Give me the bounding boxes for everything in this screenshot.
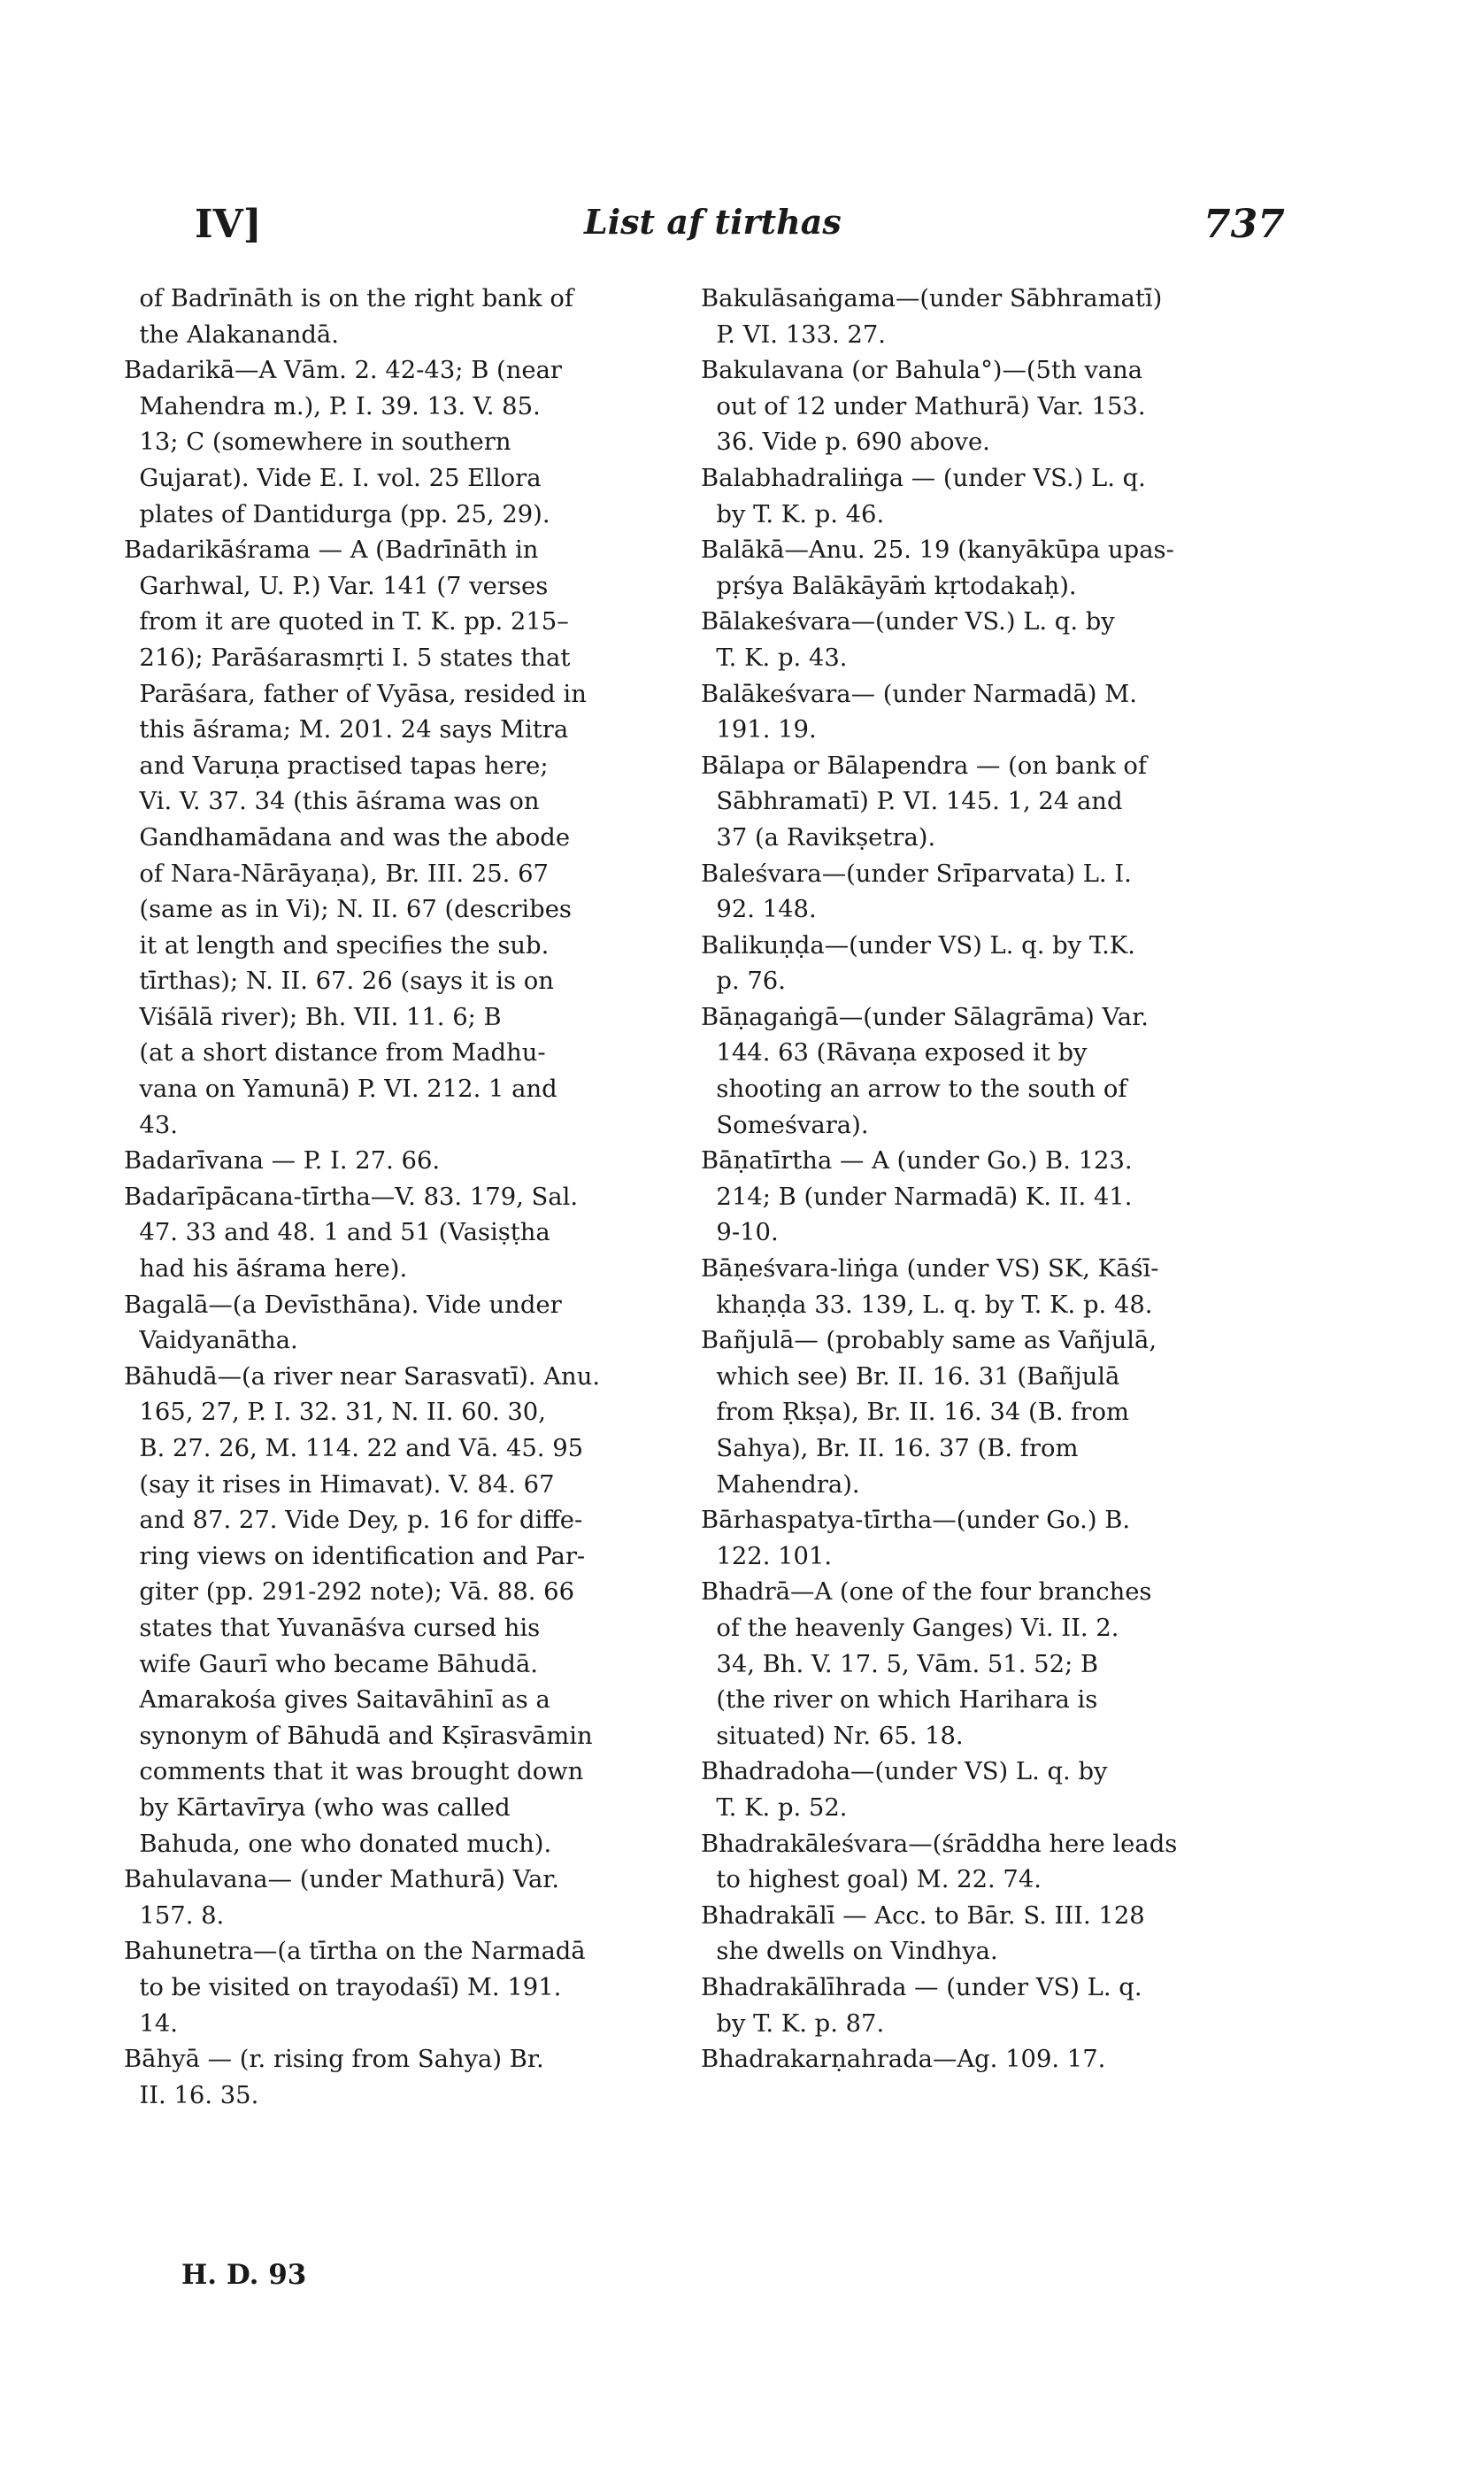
text-line: khaṇḍa 33. 139, L. q. by T. K. p. 48.: [701, 1291, 1153, 1319]
text-line: Bakulavana (or Bahula°)—(5th vana: [701, 357, 1143, 385]
text-line: the Alakanandā.: [124, 320, 339, 349]
text-line: 144. 63 (Rāvaṇa exposed it by: [701, 1039, 1088, 1068]
text-line: by T. K. p. 46.: [701, 500, 885, 528]
text-line: Bhadradoha—(under VS) L. q. by: [701, 1758, 1108, 1786]
text-line: Bakulāsaṅgama—(under Sābhramatī): [701, 285, 1163, 312]
text-line: it at length and specifies the sub.: [124, 931, 550, 960]
text-line: Balākeśvara— (under Narmadā) M.: [701, 680, 1137, 708]
text-line: wife Gaurī who became Bāhudā.: [124, 1650, 538, 1678]
text-line: Bahunetra—(a tīrtha on the Narmadā: [124, 1938, 586, 1966]
text-line: 9-10.: [701, 1219, 779, 1247]
text-line: plates of Dantidurga (pp. 25, 29).: [124, 500, 550, 528]
text-line: from Ṛkṣa), Br. II. 16. 34 (B. from: [701, 1399, 1129, 1427]
text-line: P. VI. 133. 27.: [701, 320, 886, 349]
text-line: ring views on identification and Par-: [124, 1542, 586, 1570]
text-line: to be visited on trayodaśī) M. 191.: [124, 1973, 562, 2001]
text-line: 13; C (somewhere in southern: [124, 428, 511, 457]
text-line: Parāśara, father of Vyāsa, resided in: [124, 680, 587, 708]
text-line: Badarīvana — P. I. 27. 66.: [124, 1147, 441, 1176]
text-line: Badarīpācana-tīrtha—V. 83. 179, Sal.: [124, 1183, 579, 1211]
text-line: Bañjulā— (probably same as Vañjulā,: [701, 1327, 1157, 1355]
text-line: to highest goal) M. 22. 74.: [701, 1866, 1042, 1894]
text-line: 47. 33 and 48. 1 and 51 (Vasiṣṭha: [124, 1219, 550, 1247]
text-line: Bhadrakālī — Acc. to Bār. S. III. 128: [701, 1901, 1145, 1930]
section-marker: IV]: [195, 202, 262, 247]
text-line: Bālakeśvara—(under VS.) L. q. by: [701, 608, 1115, 636]
text-line: Gandhamādana and was the abode: [124, 823, 571, 852]
text-line: Bhadrakālīhrada — (under VS) L. q.: [701, 1973, 1142, 2001]
text-line: Garhwal, U. P.) Var. 141 (7 verses: [124, 572, 549, 600]
text-line: Vi. V. 37. 34 (this āśrama was on: [124, 788, 540, 816]
text-line: Bāṇagaṅgā—(under Sālagrāma) Var.: [701, 1003, 1149, 1031]
text-line: had his āśrama here).: [124, 1255, 408, 1284]
text-line: vana on Yamunā) P. VI. 212. 1 and: [124, 1075, 557, 1104]
text-line: Mahendra).: [701, 1470, 860, 1499]
text-line: Badarikā—A Vām. 2. 42-43; B (near: [124, 357, 563, 385]
text-line: (at a short distance from Madhu-: [124, 1039, 546, 1068]
text-line: 214; B (under Narmadā) K. II. 41.: [701, 1183, 1133, 1211]
text-line: Bālapa or Bālapendra — (on bank of: [701, 752, 1148, 780]
text-line: 36. Vide p. 690 above.: [701, 428, 990, 457]
text-line: Bahuda, one who donated much).: [124, 1830, 552, 1858]
text-line: situated) Nr. 65. 18.: [701, 1722, 964, 1750]
text-line: of the heavenly Ganges) Vi. II. 2.: [701, 1614, 1119, 1642]
text-line: Amarakośa gives Saitavāhinī as a: [124, 1686, 550, 1715]
text-line: Bhadrakāleśvara—(śrāddha here leads: [701, 1830, 1178, 1858]
text-line: Bhadrakarṇahrada—Ag. 109. 17.: [701, 2046, 1106, 2074]
text-line: synonym of Bāhudā and Kṣīrasvāmin: [124, 1722, 593, 1750]
text-line: this āśrama; M. 201. 24 says Mitra: [124, 716, 569, 744]
text-line: out of 12 under Mathurā) Var. 153.: [701, 392, 1146, 420]
text-line: (the river on which Harihara is: [701, 1686, 1098, 1715]
text-line: T. K. p. 52.: [701, 1793, 848, 1822]
text-line: 14.: [124, 2009, 178, 2038]
text-line: by T. K. p. 87.: [701, 2009, 885, 2038]
text-line: 37 (a Ravikṣetra).: [701, 823, 936, 852]
right-column: [701, 281, 1267, 2078]
text-line: Badarikāśrama — A (Badrīnāth in: [124, 536, 539, 565]
text-line: 92. 148.: [701, 896, 817, 924]
text-line: 34, Bh. V. 17. 5, Vām. 51. 52; B: [701, 1650, 1099, 1678]
text-line: pṛśya Balākāyāṁ kṛtodakaḥ).: [701, 572, 1077, 600]
text-line: 216); Parāśarasmṛti I. 5 states that: [124, 644, 571, 672]
text-line: B. 27. 26, M. 114. 22 and Vā. 45. 95: [124, 1435, 584, 1462]
text-line: which see) Br. II. 16. 31 (Bañjulā: [701, 1362, 1120, 1391]
text-line: II. 16. 35.: [124, 2081, 259, 2109]
page-number: 737: [1203, 202, 1285, 247]
text-line: Sābhramatī) P. VI. 145. 1, 24 and: [701, 788, 1123, 816]
text-line: Balākā—Anu. 25. 19 (kanyākūpa upas-: [701, 536, 1174, 565]
text-line: Bāhudā—(a river near Sarasvatī). Anu.: [124, 1362, 601, 1391]
text-line: she dwells on Vindhya.: [701, 1938, 998, 1966]
text-line: (same as in Vi); N. II. 67 (describes: [124, 896, 572, 924]
left-column: [124, 281, 690, 2114]
text-line: states that Yuvanāśva cursed his: [124, 1614, 541, 1642]
text-line: Bārhaspatya-tīrtha—(under Go.) B.: [701, 1507, 1131, 1535]
text-line: and 87. 27. Vide Dey, p. 16 for diffe-: [124, 1507, 583, 1535]
text-line: Bāṇeśvara-liṅga (under VS) SK, Kāśī-: [701, 1255, 1159, 1284]
text-line: Bahulavana— (under Mathurā) Var.: [124, 1866, 560, 1894]
text-line: Bāhyā — (r. rising from Sahya) Br.: [124, 2046, 544, 2074]
text-line: Balabhadraliṅga — (under VS.) L. q.: [701, 464, 1146, 492]
signature-mark: H. D. 93: [181, 2259, 307, 2291]
text-line: 157. 8.: [124, 1901, 225, 1930]
text-line: Bagalā—(a Devīsthāna). Vide under: [124, 1291, 562, 1319]
text-line: comments that it was brought down: [124, 1758, 584, 1786]
text-line: Baleśvara—(under Srīparvata) L. I.: [701, 860, 1132, 888]
running-title: List af tirthas: [584, 202, 842, 242]
text-line: Vaidyanātha.: [124, 1327, 298, 1355]
text-line: 165, 27, P. I. 32. 31, N. II. 60. 30,: [124, 1399, 546, 1427]
text-line: by Kārtavīrya (who was called: [124, 1793, 511, 1822]
text-line: tīrthas); N. II. 67. 26 (says it is on: [124, 968, 554, 996]
text-line: Bāṇatīrtha — A (under Go.) B. 123.: [701, 1147, 1133, 1176]
text-line: of Badrīnāth is on the right bank of: [124, 285, 574, 312]
text-line: 191. 19.: [701, 716, 817, 744]
text-line: and Varuṇa practised tapas here;: [124, 752, 549, 780]
text-line: shooting an arrow to the south of: [701, 1075, 1127, 1104]
text-line: Viśālā river); Bh. VII. 11. 6; B: [124, 1003, 502, 1031]
text-line: Gujarat). Vide E. I. vol. 25 Ellora: [124, 464, 542, 492]
text-line: 43.: [124, 1111, 178, 1139]
text-line: giter (pp. 291-292 note); Vā. 88. 66: [124, 1578, 575, 1607]
text-line: T. K. p. 43.: [701, 644, 848, 672]
text-line: Someśvara).: [701, 1111, 869, 1139]
text-line: Mahendra m.), P. I. 39. 13. V. 85.: [124, 392, 541, 420]
text-line: Balikuṇḍa—(under VS) L. q. by T.K.: [701, 931, 1135, 960]
text-line: Sahya), Br. II. 16. 37 (B. from: [701, 1435, 1079, 1462]
text-line: of Nara-Nārāyaṇa), Br. III. 25. 67: [124, 860, 549, 888]
text-line: 122. 101.: [701, 1542, 833, 1570]
text-line: p. 76.: [701, 968, 786, 996]
text-line: Bhadrā—A (one of the four branches: [701, 1578, 1152, 1607]
text-line: (say it rises in Himavat). V. 84. 67: [124, 1470, 555, 1499]
text-line: from it are quoted in T. K. pp. 215–: [124, 608, 569, 636]
